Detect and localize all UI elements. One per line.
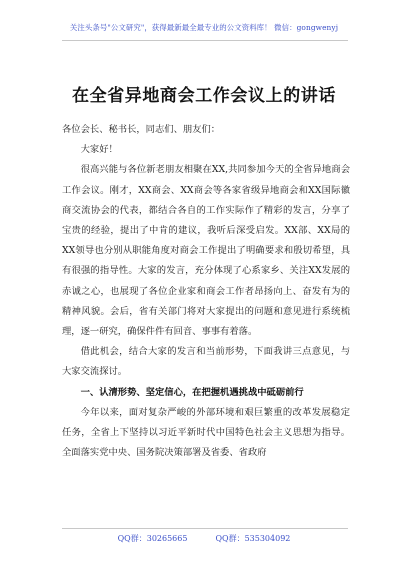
footer-qq-group-2: QQ群：535304092 — [215, 534, 291, 543]
section-heading-1: 一、认清形势、坚定信心，在把握机遇挑战中砥砺前行 — [80, 386, 304, 398]
footer-qq-group-1: QQ群：30265665 — [117, 534, 188, 543]
paragraph-greeting: 大家好！ — [80, 144, 118, 156]
paragraph-opening: 很高兴能与各位新老朋友相聚在XX,共同参加今天的全省异地商会工作会议。刚才，XX商会、XX商会等各家省级异地商会和XX国际徽商交流协会的代表，都结合各自的工作实际作了精彩的发言，分享了宝贵的经验，提出了中肯的建议，我听后深受启发。XX部、XX局的XX领导也分别从职能角度对商会工作提出了明确要求和殷切希望，具有很强的指导性。大家的发言，充分体现了心系家乡、关注XX发展的赤诚之心，也展现了各位企业家和商会工作者昂扬向上、奋发有为的精神风貌。会后，省有关部门将对大家提出的问题和意见进行系统梳理，逐一研究，确保件件有回音、事事有着落。 — [62, 164, 350, 338]
paragraph-transition: 借此机会，结合大家的发言和当前形势，下面我讲三点意见，与大家交流探讨。 — [62, 346, 350, 378]
header-promo-note: 关注头条号"公文研究"，获得最新最全最专业的公文资料库！ 微信：gongwenyj — [69, 23, 339, 32]
document-title: 在全省异地商会工作会议上的讲话 — [72, 86, 336, 106]
footer-contact — [0, 533, 408, 544]
header-divider — [62, 40, 348, 41]
paragraph-section-1: 今年以来，面对复杂严峻的外部环境和艰巨繁重的改革发展稳定任务，全省上下坚持以习近平新时代中国特色社会主义思想为指导。全面落实党中央、国务院决策部署及省委、省政府 — [62, 406, 350, 459]
document-body — [62, 120, 350, 463]
footer-divider — [62, 528, 348, 529]
salutation: 各位会长、秘书长，同志们、朋友们： — [62, 124, 221, 135]
